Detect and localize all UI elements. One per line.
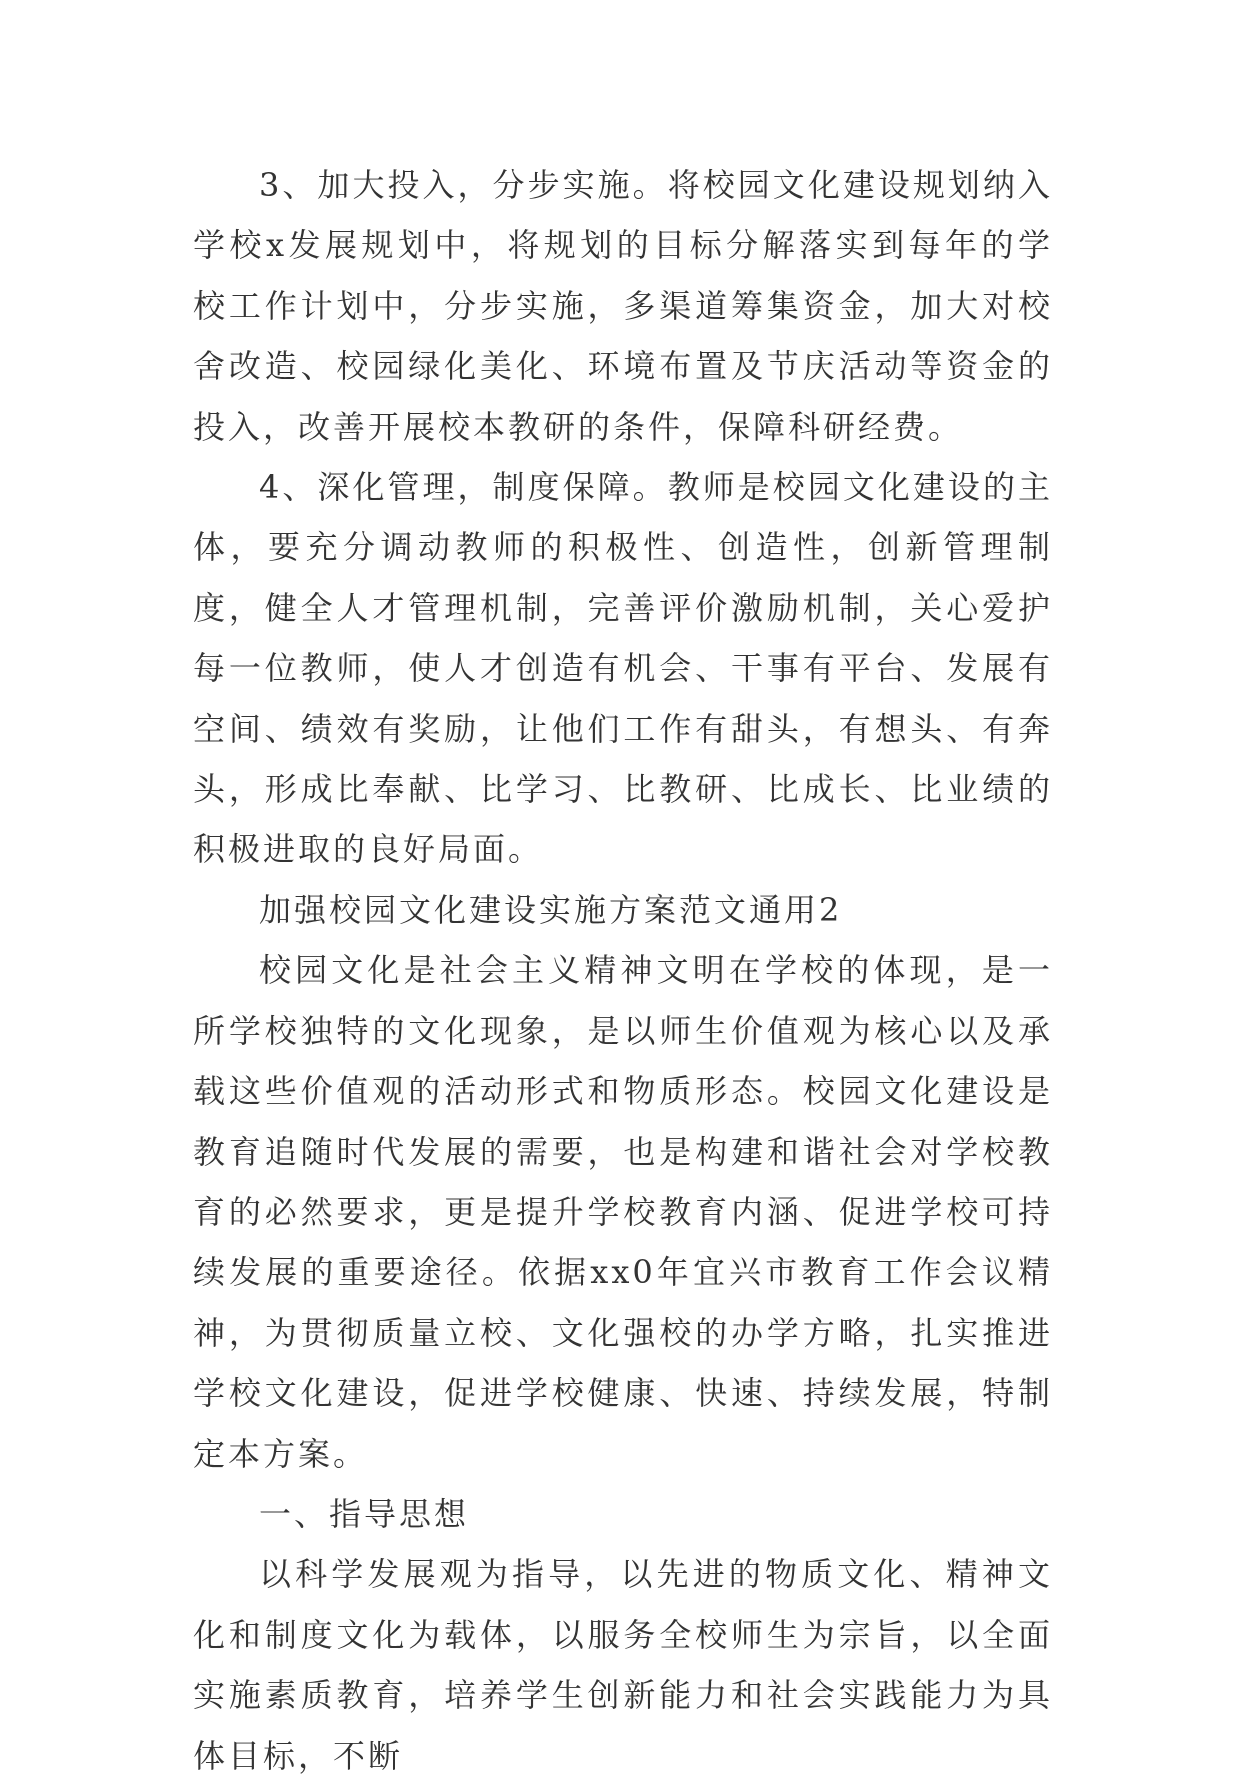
paragraph-management: 4、深化管理，制度保障。教师是校园文化建设的主体，要充分调动教师的积极性、创造性，创新管理制度，健全人才管理机制，完善评价激励机制，关心爱护每一位教师，使人才创造有机会、干事有平台、发展有空间、绩效有奖励，让他们工作有甜头，有想头、有奔头，形成比奉献、比学习、比教研、比成长、比业绩的积极进取的良好局面。 (193, 468, 1053, 869)
section-title: 加强校园文化建设实施方案范文通用2 (259, 890, 843, 929)
heading-guiding-ideology: 一、指导思想 (259, 1494, 470, 1533)
paragraph-guiding-ideology: 以科学发展观为指导，以先进的物质文化、精神文化和制度文化为载体，以服务全校师生为宗旨，以全面实施素质教育，培养学生创新能力和社会实践能力为具体目标，不断 (193, 1555, 1053, 1775)
document-page (193, 155, 1053, 1786)
paragraph-campus-culture: 校园文化是社会主义精神文明在学校的体现，是一所学校独特的文化现象，是以师生价值观为核心以及承载这些价值观的活动形式和物质形态。校园文化建设是教育追随时代发展的需要，也是构建和谐社会对学校教育的必然要求，更是提升学校教育内涵、促进学校可持续发展的重要途径。依据xx0年宜兴市教育工作会议精神，为贯彻质量立校、文化强校的办学方略，扎实推进学校文化建设，促进学校健康、快速、持续发展，特制定本方案。 (193, 951, 1053, 1473)
paragraph-investment: 3、加大投入，分步实施。将校园文化建设规划纳入学校x发展规划中，将规划的目标分解落实到每年的学校工作计划中，分步实施，多渠道筹集资金，加大对校舍改造、校园绿化美化、环境布置及节庆活动等资金的投入，改善开展校本教研的条件，保障科研经费。 (193, 166, 1053, 446)
